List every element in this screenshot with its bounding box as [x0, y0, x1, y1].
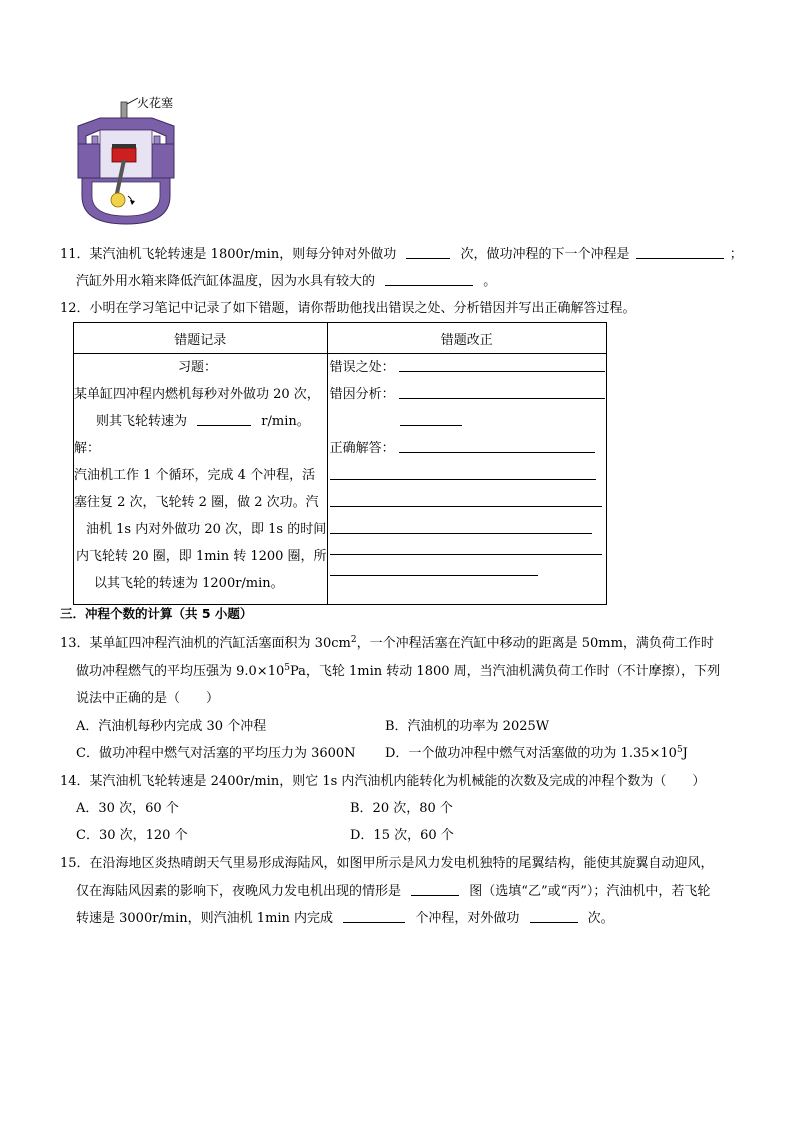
q15-blank-2[interactable] — [343, 910, 405, 923]
col-header-correction: 错题改正 — [327, 323, 606, 354]
q14-option-a[interactable]: A．30 次，60 个 — [76, 801, 179, 816]
answer-blank-1[interactable] — [399, 440, 595, 453]
q12-stem: 12．小明在学习笔记中记录了如下错题，请你帮助他找出错误之处、分析错因并写出正确解答过程。 — [60, 301, 636, 316]
record-cell: 习题： 某单缸四冲程内燃机每秒对外做功 20 次， 则其飞轮转速为 r/min。 解： 汽油机工作 1 个循环，完成 4 个冲程，活 塞往复 2 次，飞轮转 2 圈，做 2 次功。汽 油机 1s 内对外做功 20 次，即 1s 的时间 内飞轮转 20 圈，即 1min 转 1200 圈，所 以其飞轮的转速为 1200r/min。 — [74, 354, 328, 605]
answer-blank-2[interactable] — [330, 467, 596, 480]
q13-option-d[interactable]: D．一个做功冲程中燃气对活塞做的功为 $1.35\times 10^5J$ — [385, 745, 688, 761]
q14-stem: 14．某汽油机飞轮转速是 2400r/min，则它 1s 内汽油机内能转化为机械能的次数及完成的冲程个数为（ ） — [60, 774, 706, 789]
q11-blank-2[interactable] — [636, 246, 724, 259]
q14-option-c[interactable]: C．30 次，120 个 — [76, 828, 188, 843]
q13-option-c[interactable]: C．做功冲程中燃气对活塞的平均压力为 3600N — [76, 746, 356, 761]
correction-cell: 错误之处： 错因分析： 正确解答： — [327, 354, 606, 605]
q15-line3: 转速是 3000r/min，则汽油机 1min 内完成 个冲程，对外做功 次。 — [76, 911, 614, 926]
answer-blank-4[interactable] — [330, 521, 592, 534]
q15-line1: 15．在沿海地区炎热晴朗天气里易形成海陆风，如图甲所示是风力发电机独特的尾翼结构，能使其旋翼自动迎风， — [60, 856, 714, 871]
q13-option-b[interactable]: B．汽油机的功率为 2025W — [385, 719, 550, 734]
error-analysis-blank[interactable] — [399, 386, 605, 399]
q13-option-a[interactable]: A．汽油机每秒内完成 30 个冲程 — [76, 719, 267, 734]
q12-speed-blank[interactable] — [197, 413, 251, 426]
q11-line2: 汽缸外用水箱来降低汽缸体温度，因为水具有较大的 。 — [76, 274, 497, 289]
answer-blank-6[interactable] — [330, 563, 538, 576]
q14-option-d[interactable]: D．15 次，60 个 — [350, 828, 454, 843]
q11-blank-1[interactable] — [406, 246, 450, 259]
q13-line3: 说法中正确的是（ ） — [76, 691, 220, 706]
q15-line2: 仅在海陆风因素的影响下，夜晚风力发电机出现的情形是 图（选填“乙”或“丙”）；汽油机中，若飞轮 — [76, 884, 711, 899]
spark-plug-label: 火花塞 — [137, 96, 174, 110]
q14-option-b[interactable]: B．20 次，80 个 — [350, 801, 453, 816]
error-table — [73, 322, 607, 605]
answer-blank-5[interactable] — [330, 542, 602, 555]
q11-line1: 11．某汽油机飞轮转速是 1800r/min，则每分钟对外做功 次，做功冲程的下一个冲程是 ； — [60, 247, 743, 262]
q11-blank-3[interactable] — [385, 273, 473, 286]
engine-diagram — [72, 92, 182, 232]
error-analysis-blank-2[interactable] — [400, 413, 462, 426]
col-header-record: 错题记录 — [74, 323, 328, 354]
q13-line2: 做功冲程燃气的平均压强为 $9.0\times 10^5Pa$，飞轮 1min 转动 1800 周，当汽油机满负荷工作时（不计摩擦），下列 — [76, 663, 721, 679]
answer-blank-3[interactable] — [330, 494, 602, 507]
section-3-title: 三．冲程个数的计算（共 5 小题） — [60, 606, 253, 621]
q15-blank-1[interactable] — [411, 883, 459, 896]
q13-line1: 13．某单缸四冲程汽油机的汽缸活塞面积为 $30cm^2$，一个冲程活塞在汽缸中移动的距离是 50mm，满负荷工作时 — [60, 635, 714, 651]
q15-blank-3[interactable] — [530, 910, 578, 923]
error-location-blank[interactable] — [399, 359, 605, 372]
